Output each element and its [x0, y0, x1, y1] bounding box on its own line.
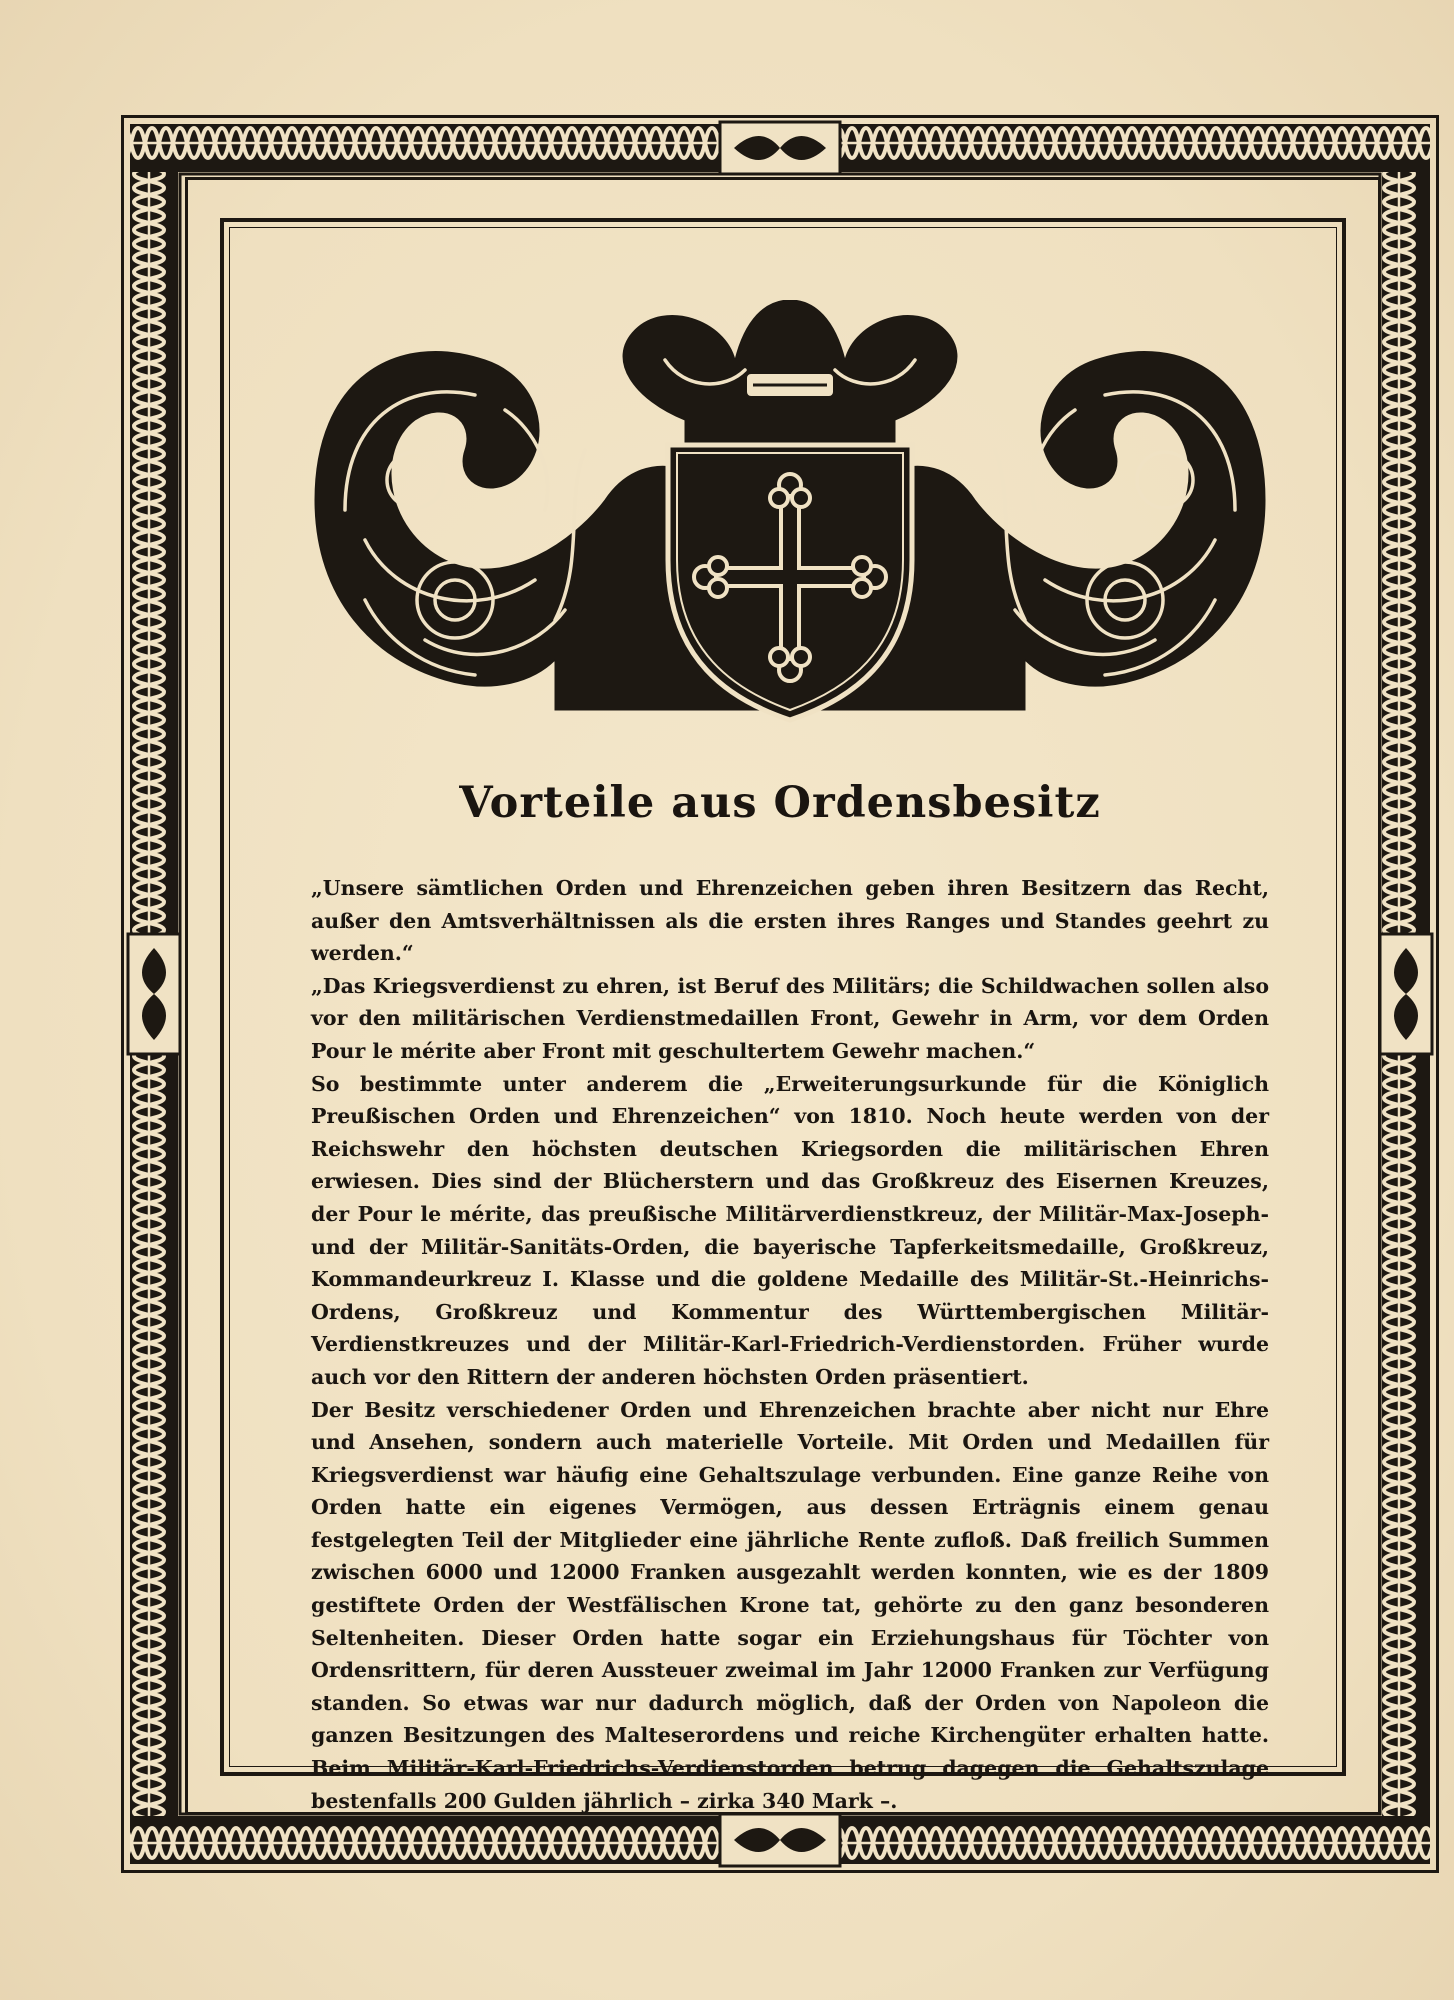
page-title: Vorteile aus Ordensbesitz — [459, 778, 1101, 828]
paragraph: „Unsere sämtlichen Orden und Ehrenzeichen geben ihren Besitzern das Recht, außer den Amtsverhältnissen als die ersten ihres Ranges und Standes geehrt zu werden.“ — [311, 876, 1269, 966]
body-text — [311, 872, 1269, 1817]
acanthus-ornament — [305, 300, 1275, 730]
paragraph: Der Besitz verschiedener Orden und Ehrenzeichen brachte aber nicht nur Ehre und Ansehen, sondern auch materielle Vorteile. Mit Orden und Medaillen für Kriegsverdienst war häufig eine Gehaltszulage verbunden. Eine ganze Reihe von Orden hatte ein eigenes Vermögen, aus dessen Erträgnis einem genau festgelegten Teil der Mitglieder eine jährliche Rente zufloß. Daß freilich Summen zwischen 6000 und 12000 Franken ausgezahlt werden konnten, wie es der 1809 gestiftete Orden der Westfälischen Krone tat, gehörte zu den ganz besonderen Seltenheiten. Dieser Orden hatte sogar ein Erziehungshaus für Töchter von Ordensrittern, für deren Aussteuer zweimal im Jahr 12000 Franken zur Verfügung standen. So etwas war nur dadurch möglich, daß der Orden von Napoleon die ganzen Besitzungen des Malteserordens und reiche Kirchengüter erhalten hatte. Beim Militär-Karl-Friedrichs-Verdienstorden betrug dagegen die Gehaltszulage bestenfalls 200 Gulden jährlich – zirka 340 Mark –. — [311, 1397, 1269, 1813]
paragraph: „Das Kriegsverdienst zu ehren, ist Beruf des Militärs; die Schildwachen sollen also vor den militärischen Verdienstmedaillen Front, Gewehr in Arm, vor dem Orden Pour le mérite aber Front mit geschultertem Gewehr machen.“ — [311, 973, 1269, 1063]
paragraph: So bestimmte unter anderem die „Erweiterungsurkunde für die Königlich Preußischen Orden und Ehrenzeichen“ von 1810. Noch heute werden von der Reichswehr den höchsten deutschen Kriegsorden die militärischen Ehren erwiesen. Dies sind der Blücherstern und das Großkreuz des Eisernen Kreuzes, der Pour le mérite, das preußische Militärverdienstkreuz, der Militär-Max-Joseph- und der Militär-Sanitäts-Orden, die bayerische Tapferkeitsmedaille, Großkreuz, Kommandeurkreuz I. Klasse und die goldene Medaille des Militär-St.-Heinrichs-Ordens, Großkreuz und Kommentur des Württembergischen Militär-Verdienstkreuzes und der Militär-Karl-Friedrich-Verdienstorden. Früher wurde auch vor den Rittern der anderen höchsten Orden präsentiert. — [311, 1071, 1269, 1389]
